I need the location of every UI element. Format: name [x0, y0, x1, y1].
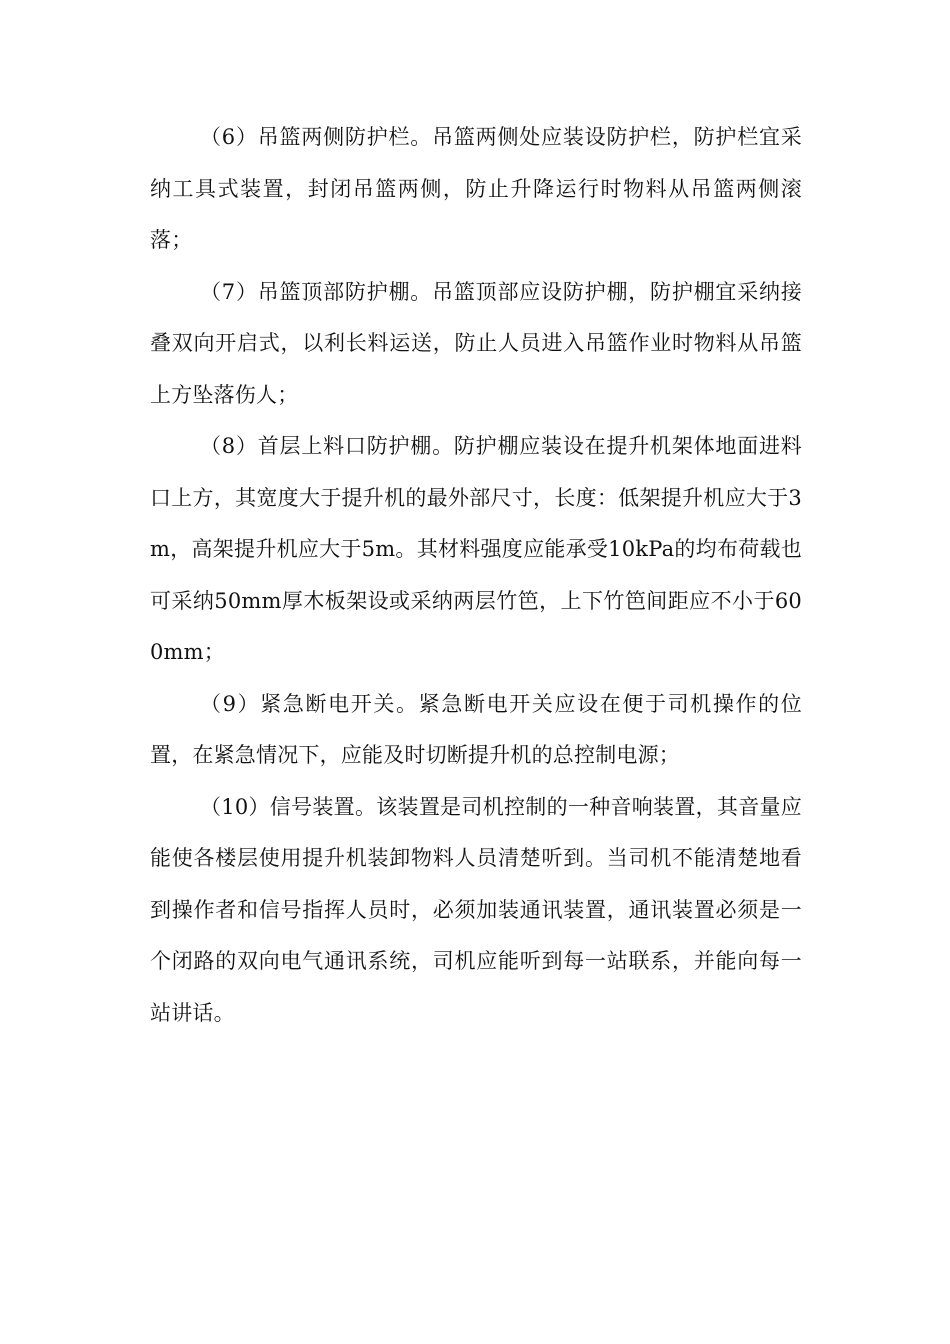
paragraph-item-10: （10）信号装置。该装置是司机控制的一种音响装置，其音量应能使各楼层使用提升机装卸物料人员清楚听到。当司机不能清楚地看到操作者和信号指挥人员时，必须加装通讯装置，通讯装置必须是一个闭路的双向电气通讯系统，司机应能听到每一站联系，并能向每一站讲话。 [150, 794, 802, 1025]
paragraph-item-7: （7）吊篮顶部防护棚。吊篮顶部应设防护棚，防护棚宜采纳接叠双向开启式，以利长料运送，防止人员进入吊篮作业时物料从吊篮上方坠落伤人； [150, 279, 802, 407]
paragraph-item-9: （9）紧急断电开关。紧急断电开关应设在便于司机操作的位置，在紧急情况下，应能及时切断提升机的总控制电源； [150, 691, 802, 767]
document-body [150, 112, 802, 1039]
paragraph-item-6: （6）吊篮两侧防护栏。吊篮两侧处应装设防护栏，防护栏宜采纳工具式装置，封闭吊篮两侧，防止升降运行时物料从吊篮两侧滚落； [150, 125, 802, 252]
paragraph-item-8: （8）首层上料口防护棚。防护棚应装设在提升机架体地面进料口上方，其宽度大于提升机的最外部尺寸，长度：低架提升机应大于3m，高架提升机应大于5m。其材料强度应能承受10kPa的均布荷载也可采纳50mm厚木板架设或采纳两层竹笆，上下竹笆间距应不小于600mm； [150, 434, 802, 664]
